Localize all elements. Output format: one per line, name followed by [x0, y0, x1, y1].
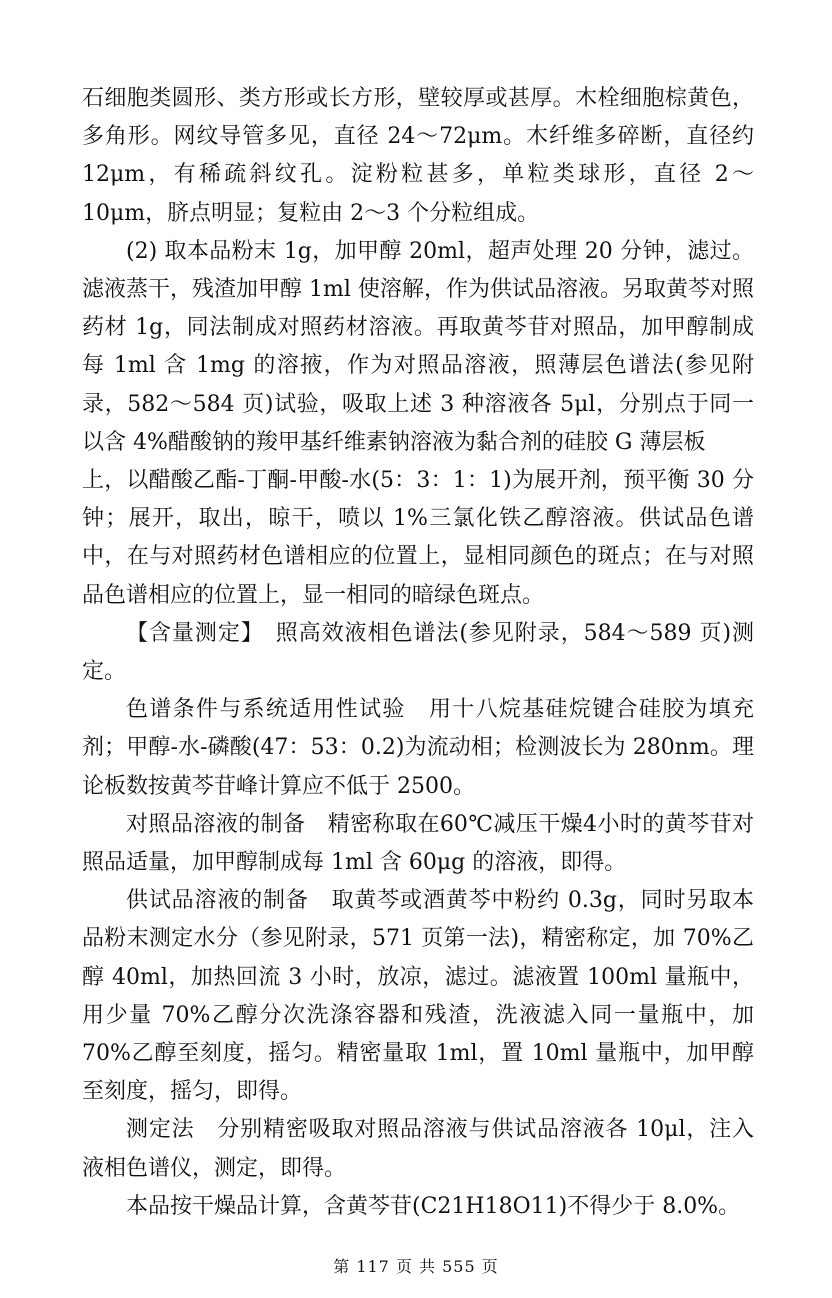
paragraph-tlc-continued: 上，以醋酸乙酯-丁酮-甲酸-水(5：3：1：1)为展开剂，预平衡 30 分钟；展开，取出，晾干，喷以 1%三氯化铁乙醇溶液。供试品色谱中，在与对照药材色谱相应的位置上，显相同颜色的斑点；在与对照品色谱相应的位置上，显一相同的暗绿色斑点。: [82, 468, 754, 608]
paragraph-reference-solution: 对照品溶液的制备 精密称取在60℃减压干燥4小时的黄芩苷对照品适量，加甲醇制成每 1ml 含 60μg 的溶液，即得。: [82, 811, 754, 876]
paragraph-procedure: 测定法 分别精密吸取对照品溶液与供试品溶液各 10μl，注入液相色谱仪，测定，即得。: [82, 1117, 754, 1181]
paragraph-microscopy: 石细胞类圆形、类方形或长方形，壁较厚或甚厚。木栓细胞棕黄色，多角形。网纹导管多见，直径 24～72μm。木纤维多碎断，直径约 12μm，有稀疏斜纹孔。淀粉粒甚多，单粒类球形，直径 2～10μm，脐点明显；复粒由 2～3 个分粒组成。: [82, 86, 754, 226]
paragraph-assay-heading: 【含量测定】 照高效液相色谱法(参见附录，584～589 页)测定。: [82, 620, 754, 685]
paragraph-chromatographic-conditions: 色谱条件与系统适用性试验 用十八烷基硅烷键合硅胶为填充剂；甲醇-水-磷酸(47：53：0.2)为流动相；检测波长为 280nm。理论板数按黄芩苷峰计算应不低于 2500。: [82, 697, 754, 799]
document-body: [82, 80, 754, 1226]
paragraph-content-limit: 本品按干燥品计算，含黄芩苷(C21H18O11)不得少于 8.0%。: [126, 1193, 741, 1219]
paragraph-tlc-identification: (2) 取本品粉末 1g，加甲醇 20ml，超声处理 20 分钟，滤过。滤液蒸干，残渣加甲醇 1ml 使溶解，作为供试品溶液。另取黄芩对照药材 1g，同法制成对照药材溶液。再取黄芩苷对照品，加甲醇制成每 1ml 含 1mg 的溶掖，作为对照品溶液，照薄层色谱法(参见附录，582～584 页)试验，吸取上述 3 种溶液各 5μl，分别点于同一以含 4%醋酸钠的羧甲基纤维素钠溶液为黏合剂的硅胶 G 薄层板: [82, 238, 754, 455]
paragraph-test-solution: 供试品溶液的制备 取黄芩或酒黄芩中粉约 0.3g，同时另取本品粉末测定水分（参见附录，571 页第一法)，精密称定，加 70%乙醇 40ml，加热回流 3 小时，放凉，滤过。滤液置 100ml 量瓶中，用少量 70%乙醇分次洗涤容器和残渣，洗液滤入同一量瓶中，加 70%乙醇至刻度，摇匀。精密量取 1ml，置 10ml 量瓶中，加甲醇至刻度，摇匀，即得。: [82, 888, 754, 1105]
page-number-footer: 第 117 页 共 555 页: [333, 1257, 499, 1276]
